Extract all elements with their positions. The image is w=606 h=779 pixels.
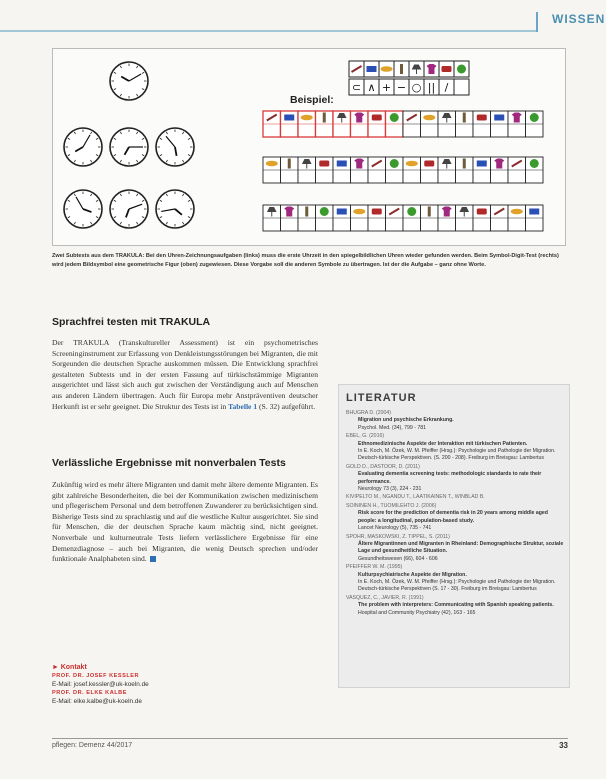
literature-entry	[346, 503, 564, 533]
arrow-icon: ►	[52, 664, 59, 671]
section2-text: Zukünftig wird es mehr ältere Migranten und damit mehr ältere demente Migranten. Es gibt zahlreiche Besonderheiten, die bei der Kommunikation zwischen medizinischem und pflegerischem Personal und dem betroffenen Zuwanderer zu berücksichtigen sind. Bisherige Tests sind zu sprachlastig und auf die westliche Kultur ausgerichtet. Sie sind für Menschen, die der deutschen Sprache kaum mächtig sind, nicht geeignet. Nonverbale und kulturneutrale Tests liefern verlässlichere Ergebnisse für eine Demenzdiagnose – auch bei Migranten, die wenig Deutsch sprechen und/oder funktionale Analphabeten sind.	[52, 480, 318, 564]
literature-line: Neurology 73 (3), 224 - 231	[358, 486, 422, 493]
dash-shape: −	[396, 81, 407, 94]
literature-line: The problem with interpreters: Communicating with Spanish speaking patients.	[358, 602, 554, 609]
figure-caption: Zwei Subtests aus dem TRAKULA: Bei den Uhren-Zeichnungsaufgaben (links) muss die erste Uhrzeit in den spiegelbildlichen Uhren wieder gefunden werden. Beim Symbol-Digit-Test (rechts) wird jedem Bildsymbol eine geometrische Figur (oben) zugewiesen. Diese Vorgabe soll die anderen Symbole zu übertragen. Ist der die Aufgabe – ganz ohne Worte.	[52, 253, 559, 268]
contact-block	[52, 664, 252, 706]
fish-icon	[353, 209, 365, 215]
angle-shape: ∧	[367, 81, 376, 94]
book-icon	[367, 66, 377, 72]
book-icon	[529, 209, 539, 215]
literature-author: PFEIFFER W. M. (1995)	[346, 564, 403, 571]
bottle-icon	[463, 159, 466, 169]
apple-icon	[530, 113, 539, 122]
book-icon	[337, 209, 347, 215]
bottle-icon	[323, 113, 326, 123]
book-icon	[284, 115, 294, 121]
section2-body	[52, 480, 318, 565]
contact-heading: Kontakt	[60, 664, 87, 671]
car-icon	[372, 209, 382, 215]
circle-plus-shape: ⊂	[351, 81, 362, 94]
contact-email-1[interactable]: E-Mail: josef.kessler@uk-koeln.de	[52, 680, 149, 688]
literature-entry	[346, 534, 564, 564]
fish-icon	[301, 115, 313, 121]
literature-entry	[346, 494, 564, 501]
literature-line: In E. Koch, M. Özek, W. M. Pfeiffer (Hrsg.): Psychologie und Pathologie der Migration. Deutsch-türkische Perspektiven. (S. 200 - 208). Freiburg im Breisgau: Lambertus	[358, 448, 556, 462]
example-label: Beispiel:	[290, 94, 334, 106]
bottle-icon	[400, 64, 403, 74]
section2-heading: Verlässliche Ergebnisse mit nonverbalen Tests	[52, 457, 286, 469]
literature-line: Gesundheitswesen (66), 604 - 606	[358, 555, 438, 562]
car-icon	[424, 161, 434, 167]
bottle-icon	[305, 207, 308, 217]
car-icon	[442, 66, 452, 72]
geometric-cell	[454, 79, 469, 95]
fish-icon	[423, 115, 435, 121]
apple-icon	[457, 65, 466, 74]
section1-text: Der TRAKULA (Transkultureller Assessment) ist ein psychometrisches Screeninginstrument zur Erfassung von Denkleistungsstörungen bei Migranten, die mit Sorgeunden die deutschen Sprache auskommen müssen. Die Entwicklung sprachfrei gestalteten Subtests und in der ersten Fassung auf türkischstämmige Migranten ausgerichtet und lässt sich auch gut zwischen der Verständigung auch auf Menschen aus anderen Ländern übertragen. Auch für Europa mehr Anstpräventiven deutscher Herkunft ist er sehr geeignet. Die Struktur des Tests ist in	[52, 338, 318, 411]
footer-rule	[52, 738, 568, 739]
literature-author: SPOHR, MASKOWSKI, Z. TIPPEL, S. (2011)	[346, 533, 450, 540]
apple-icon	[320, 207, 329, 216]
literature-line: Hospital and Community Psychiatry (42), 163 - 165	[358, 609, 476, 616]
book-icon	[337, 161, 347, 167]
literature-line: Risk score for the prediction of dementia risk in 20 years among middle aged people: a longitudinal, population-based study.	[358, 510, 548, 524]
literature-author: GOLD D., DASTOOR, D. (2011)	[346, 463, 420, 470]
car-icon	[477, 209, 487, 215]
literature-list	[346, 410, 564, 618]
fish-icon	[511, 209, 523, 215]
contact-person-1: PROF. DR. JOSEF KESSLER	[52, 673, 140, 680]
plus-shape: +	[381, 81, 392, 94]
section-label: WISSEN	[536, 12, 606, 32]
literature-author: BHUGRA D. (2004)	[346, 410, 391, 416]
literature-author: VASQUEZ, C., JAVIER, R. (1991)	[346, 594, 424, 601]
figure-panel	[52, 48, 566, 246]
literature-line: Ethnomedizinische Aspekte der Interaktion mit türkischen Patienten.	[358, 440, 528, 447]
figure-svg	[53, 49, 565, 245]
literature-author: SOININEN H., TUOMILEHTO J. (2006)	[346, 502, 437, 509]
circle-shape: ○	[411, 81, 422, 94]
footer-journal: pflegen: Demenz 44/2017	[52, 742, 133, 749]
section1-text-end: (S. 32) aufgeführt.	[259, 401, 316, 411]
literature-line: Migration und psychische Erkrankung.	[358, 417, 454, 424]
page-number: 33	[559, 741, 568, 750]
double-bar-shape: ||	[427, 81, 436, 94]
book-icon	[477, 161, 487, 167]
literature-line: Evaluating dementia screening tests: methodologic standards to rate their performance.	[358, 471, 542, 485]
end-mark-icon	[150, 556, 156, 562]
bottle-icon	[463, 113, 466, 123]
apple-icon	[390, 113, 399, 122]
header-rule	[0, 30, 606, 32]
bottle-icon	[288, 159, 291, 169]
car-icon	[319, 161, 329, 167]
literature-entry	[346, 564, 564, 594]
literature-title: LITERATUR	[346, 392, 417, 404]
fish-icon	[381, 66, 393, 72]
table-link[interactable]: Tabelle 1	[228, 401, 258, 411]
car-icon	[372, 115, 382, 121]
apple-icon	[390, 159, 399, 168]
literature-line: Lancet Neurology (5), 735 - 741	[358, 525, 432, 532]
book-icon	[494, 115, 504, 121]
literature-author: EBEL, G. (2016)	[346, 433, 385, 440]
literature-author: KIVIPELTO M., NGANDU T., LAATIKAINEN T., WINBLAD B.	[346, 494, 485, 501]
slash-shape: /	[444, 81, 449, 94]
literature-line: Psychol. Med. (34), 799 - 781	[358, 424, 427, 431]
literature-entry	[346, 433, 564, 463]
bottle-icon	[428, 207, 431, 217]
literature-line: Kulturpsychiatrische Aspekte der Migration.	[358, 571, 467, 578]
section1-body	[52, 338, 318, 412]
literature-entry	[346, 464, 564, 494]
fish-icon	[406, 161, 418, 167]
literature-line: In E. Koch, M. Özek, W. M. Pfeiffer (Hrsg.): Psychologie und Pathologie der Migration. Deutsch-türkische Perspektiven (S. 17 - 30). Freiburg im Breisgau: Lambertus	[358, 578, 556, 593]
literature-entry	[346, 595, 564, 617]
apple-icon	[530, 159, 539, 168]
apple-icon	[407, 207, 416, 216]
contact-person-2: PROF. DR. ELKE KALBE	[52, 690, 127, 697]
section1-heading: Sprachfrei testen mit TRAKULA	[52, 316, 211, 328]
literature-line: Ältere Migrantinnen und Migranten in Rheinland: Demographische Struktur, soziale Lage und gesundheitliche Situation.	[358, 540, 564, 555]
literature-entry	[346, 410, 564, 432]
contact-email-2[interactable]: E-Mail: elke.kalbe@uk-koeln.de	[52, 697, 142, 705]
fish-icon	[266, 161, 278, 167]
car-icon	[477, 115, 487, 121]
